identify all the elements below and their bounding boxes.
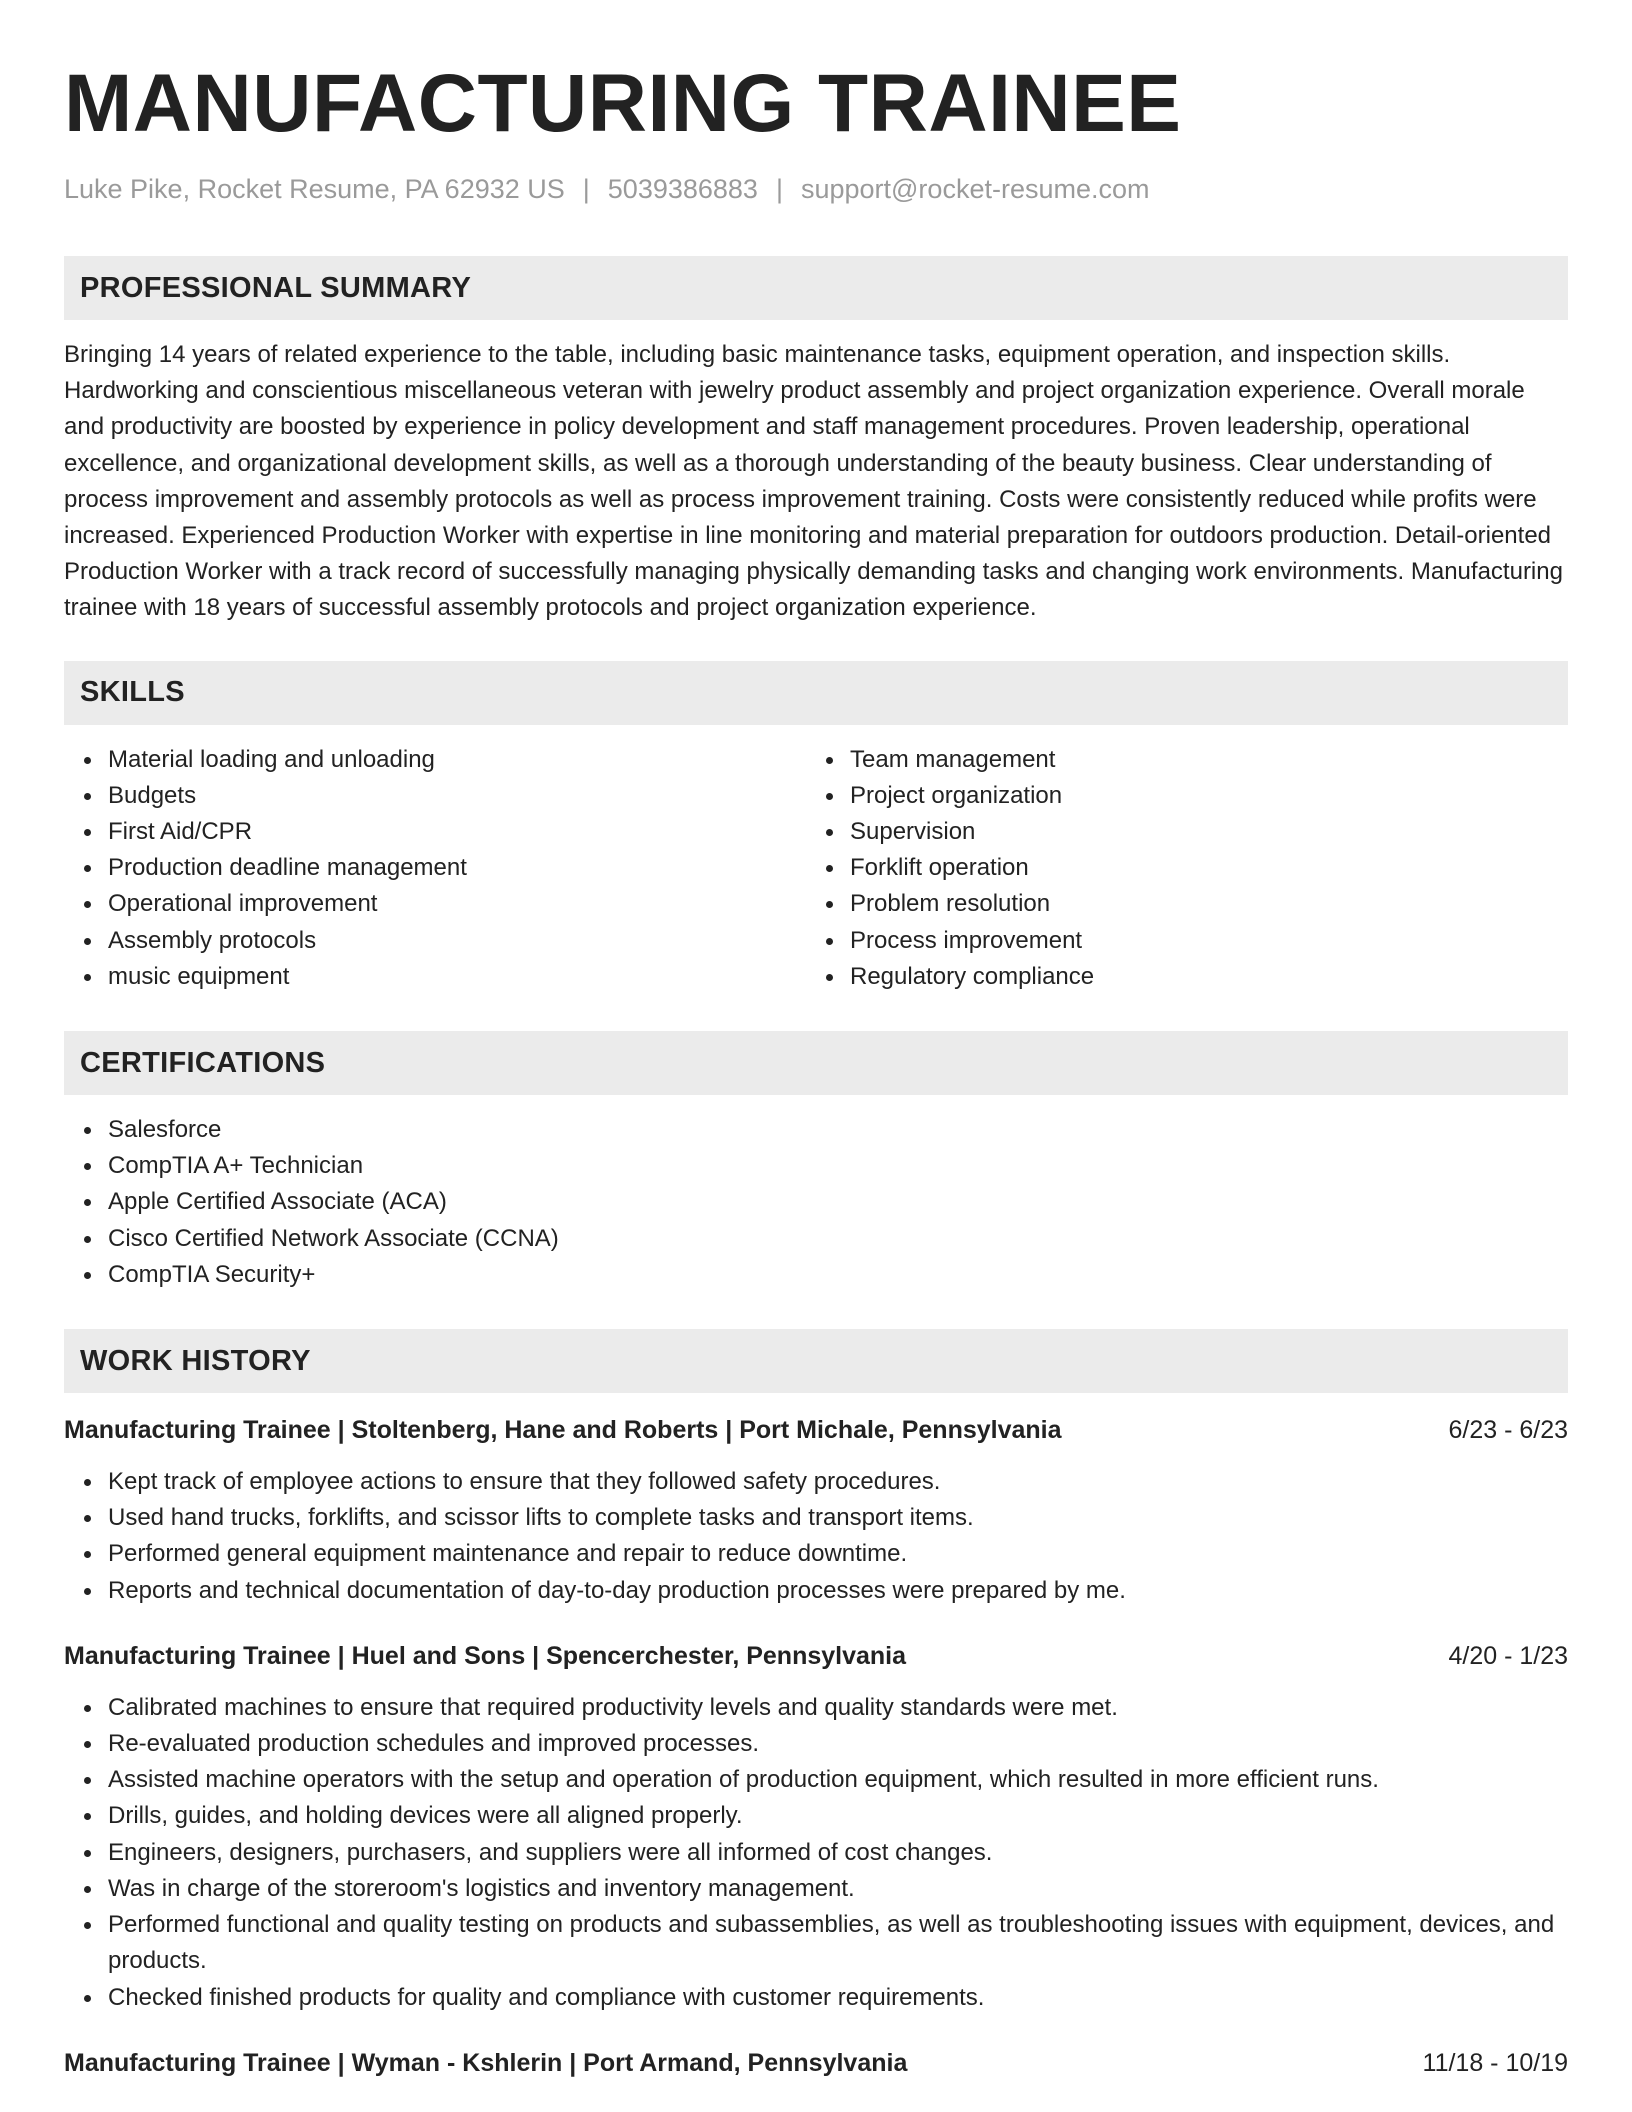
skill-item: Team management <box>850 742 1548 778</box>
skill-item: Supervision <box>850 814 1548 850</box>
job-bullet: Performed general equipment maintenance and repair to reduce downtime. <box>108 1536 1568 1572</box>
skill-item: First Aid/CPR <box>108 814 806 850</box>
job-dates: 4/20 - 1/23 <box>1448 1641 1568 1670</box>
job-bullet: Reports and technical documentation of day-to-day production processes were prepared by me. <box>108 1573 1568 1609</box>
skill-item: Operational improvement <box>108 886 806 922</box>
skill-item: Production deadline management <box>108 850 806 886</box>
job-bullet: Kept track of employee actions to ensure that they followed safety procedures. <box>108 1464 1568 1500</box>
certifications-list <box>64 1112 1568 1293</box>
job-dates: 11/18 - 10/19 <box>1422 2048 1568 2077</box>
contact-phone: 5039386883 <box>607 174 758 204</box>
job-bullet: Was in charge of the storeroom's logistics and inventory management. <box>108 1871 1568 1907</box>
contact-address: Luke Pike, Rocket Resume, PA 62932 US <box>64 174 565 204</box>
section-heading-certifications: CERTIFICATIONS <box>64 1031 1568 1095</box>
contact-email: support@rocket-resume.com <box>800 174 1150 204</box>
job-bullet: Performed functional and quality testing on products and subassemblies, as well as troubleshooting issues with equipment, devices, and products. <box>108 1907 1568 1979</box>
skill-item: Project organization <box>850 778 1548 814</box>
skill-item: Process improvement <box>850 923 1548 959</box>
skills-list-right <box>806 742 1548 995</box>
skills-columns <box>64 742 1568 995</box>
resume-title: MANUFACTURING TRAINEE <box>64 58 1182 149</box>
job-bullet: Checked finished products for quality and compliance with customer requirements. <box>108 1980 1568 2016</box>
certification-item: Salesforce <box>108 1112 1568 1148</box>
job-title: Manufacturing Trainee | Stoltenberg, Hane and Roberts | Port Michale, Pennsylvania <box>64 1416 1062 1445</box>
skill-item: Regulatory compliance <box>850 959 1548 995</box>
job-header <box>64 1639 1568 1673</box>
job-bullets <box>64 1464 1568 1609</box>
job-bullets <box>64 1690 1568 2016</box>
skill-item: Forklift operation <box>850 850 1548 886</box>
skill-item: Assembly protocols <box>108 923 806 959</box>
certification-item: Cisco Certified Network Associate (CCNA) <box>108 1221 1568 1257</box>
skill-item: Budgets <box>108 778 806 814</box>
section-heading-skills: SKILLS <box>64 661 1568 725</box>
job-bullet: Calibrated machines to ensure that required productivity levels and quality standards were met. <box>108 1690 1568 1726</box>
job-header <box>64 1413 1568 1447</box>
certification-item: CompTIA A+ Technician <box>108 1148 1568 1184</box>
resume-page <box>64 0 1568 2080</box>
section-heading-summary: PROFESSIONAL SUMMARY <box>64 256 1568 320</box>
job-bullet: Drills, guides, and holding devices were all aligned properly. <box>108 1798 1568 1834</box>
job-title: Manufacturing Trainee | Huel and Sons | Spencerchester, Pennsylvania <box>64 1641 907 1670</box>
certification-item: Apple Certified Associate (ACA) <box>108 1184 1568 1220</box>
skills-list-left <box>64 742 806 995</box>
certification-item: CompTIA Security+ <box>108 1257 1568 1293</box>
job-bullet: Engineers, designers, purchasers, and suppliers were all informed of cost changes. <box>108 1835 1568 1871</box>
job-title: Manufacturing Trainee | Wyman - Kshlerin | Port Armand, Pennsylvania <box>64 2048 908 2077</box>
job-bullet: Used hand trucks, forklifts, and scissor lifts to complete tasks and transport items. <box>108 1500 1568 1536</box>
job-bullet: Assisted machine operators with the setup and operation of production equipment, which resulted in more efficient runs. <box>108 1762 1568 1798</box>
contact-separator: | <box>582 174 590 204</box>
contact-line <box>64 172 1568 206</box>
skill-item: Problem resolution <box>850 886 1548 922</box>
section-heading-work-history: WORK HISTORY <box>64 1329 1568 1393</box>
job-dates: 6/23 - 6/23 <box>1448 1416 1568 1445</box>
summary-paragraph: Bringing 14 years of related experience to the table, including basic maintenance tasks, equipment operation, and inspection skills. Hardworking and conscientious miscellaneous veteran with jewelry product assembly and project organization experience. Overall morale and productivity are boosted by experience in policy development and staff management procedures. Proven leadership, operational excellence, and organizational development skills, as well as a thorough understanding of the beauty business. Clear understanding of process improvement and assembly protocols as well as process improvement training. Costs were consistently reduced while profits were increased. Experienced Production Worker with expertise in line monitoring and material preparation for outdoors production. Detail-oriented Production Worker with a track record of successfully managing physically demanding tasks and changing work environments. Manufacturing trainee with 18 years of successful assembly protocols and project organization experience. <box>64 341 1563 622</box>
job-bullet: Re-evaluated production schedules and improved processes. <box>108 1726 1568 1762</box>
job-header <box>64 2046 1568 2080</box>
skill-item: music equipment <box>108 959 806 995</box>
skill-item: Material loading and unloading <box>108 742 806 778</box>
contact-separator: | <box>775 174 783 204</box>
